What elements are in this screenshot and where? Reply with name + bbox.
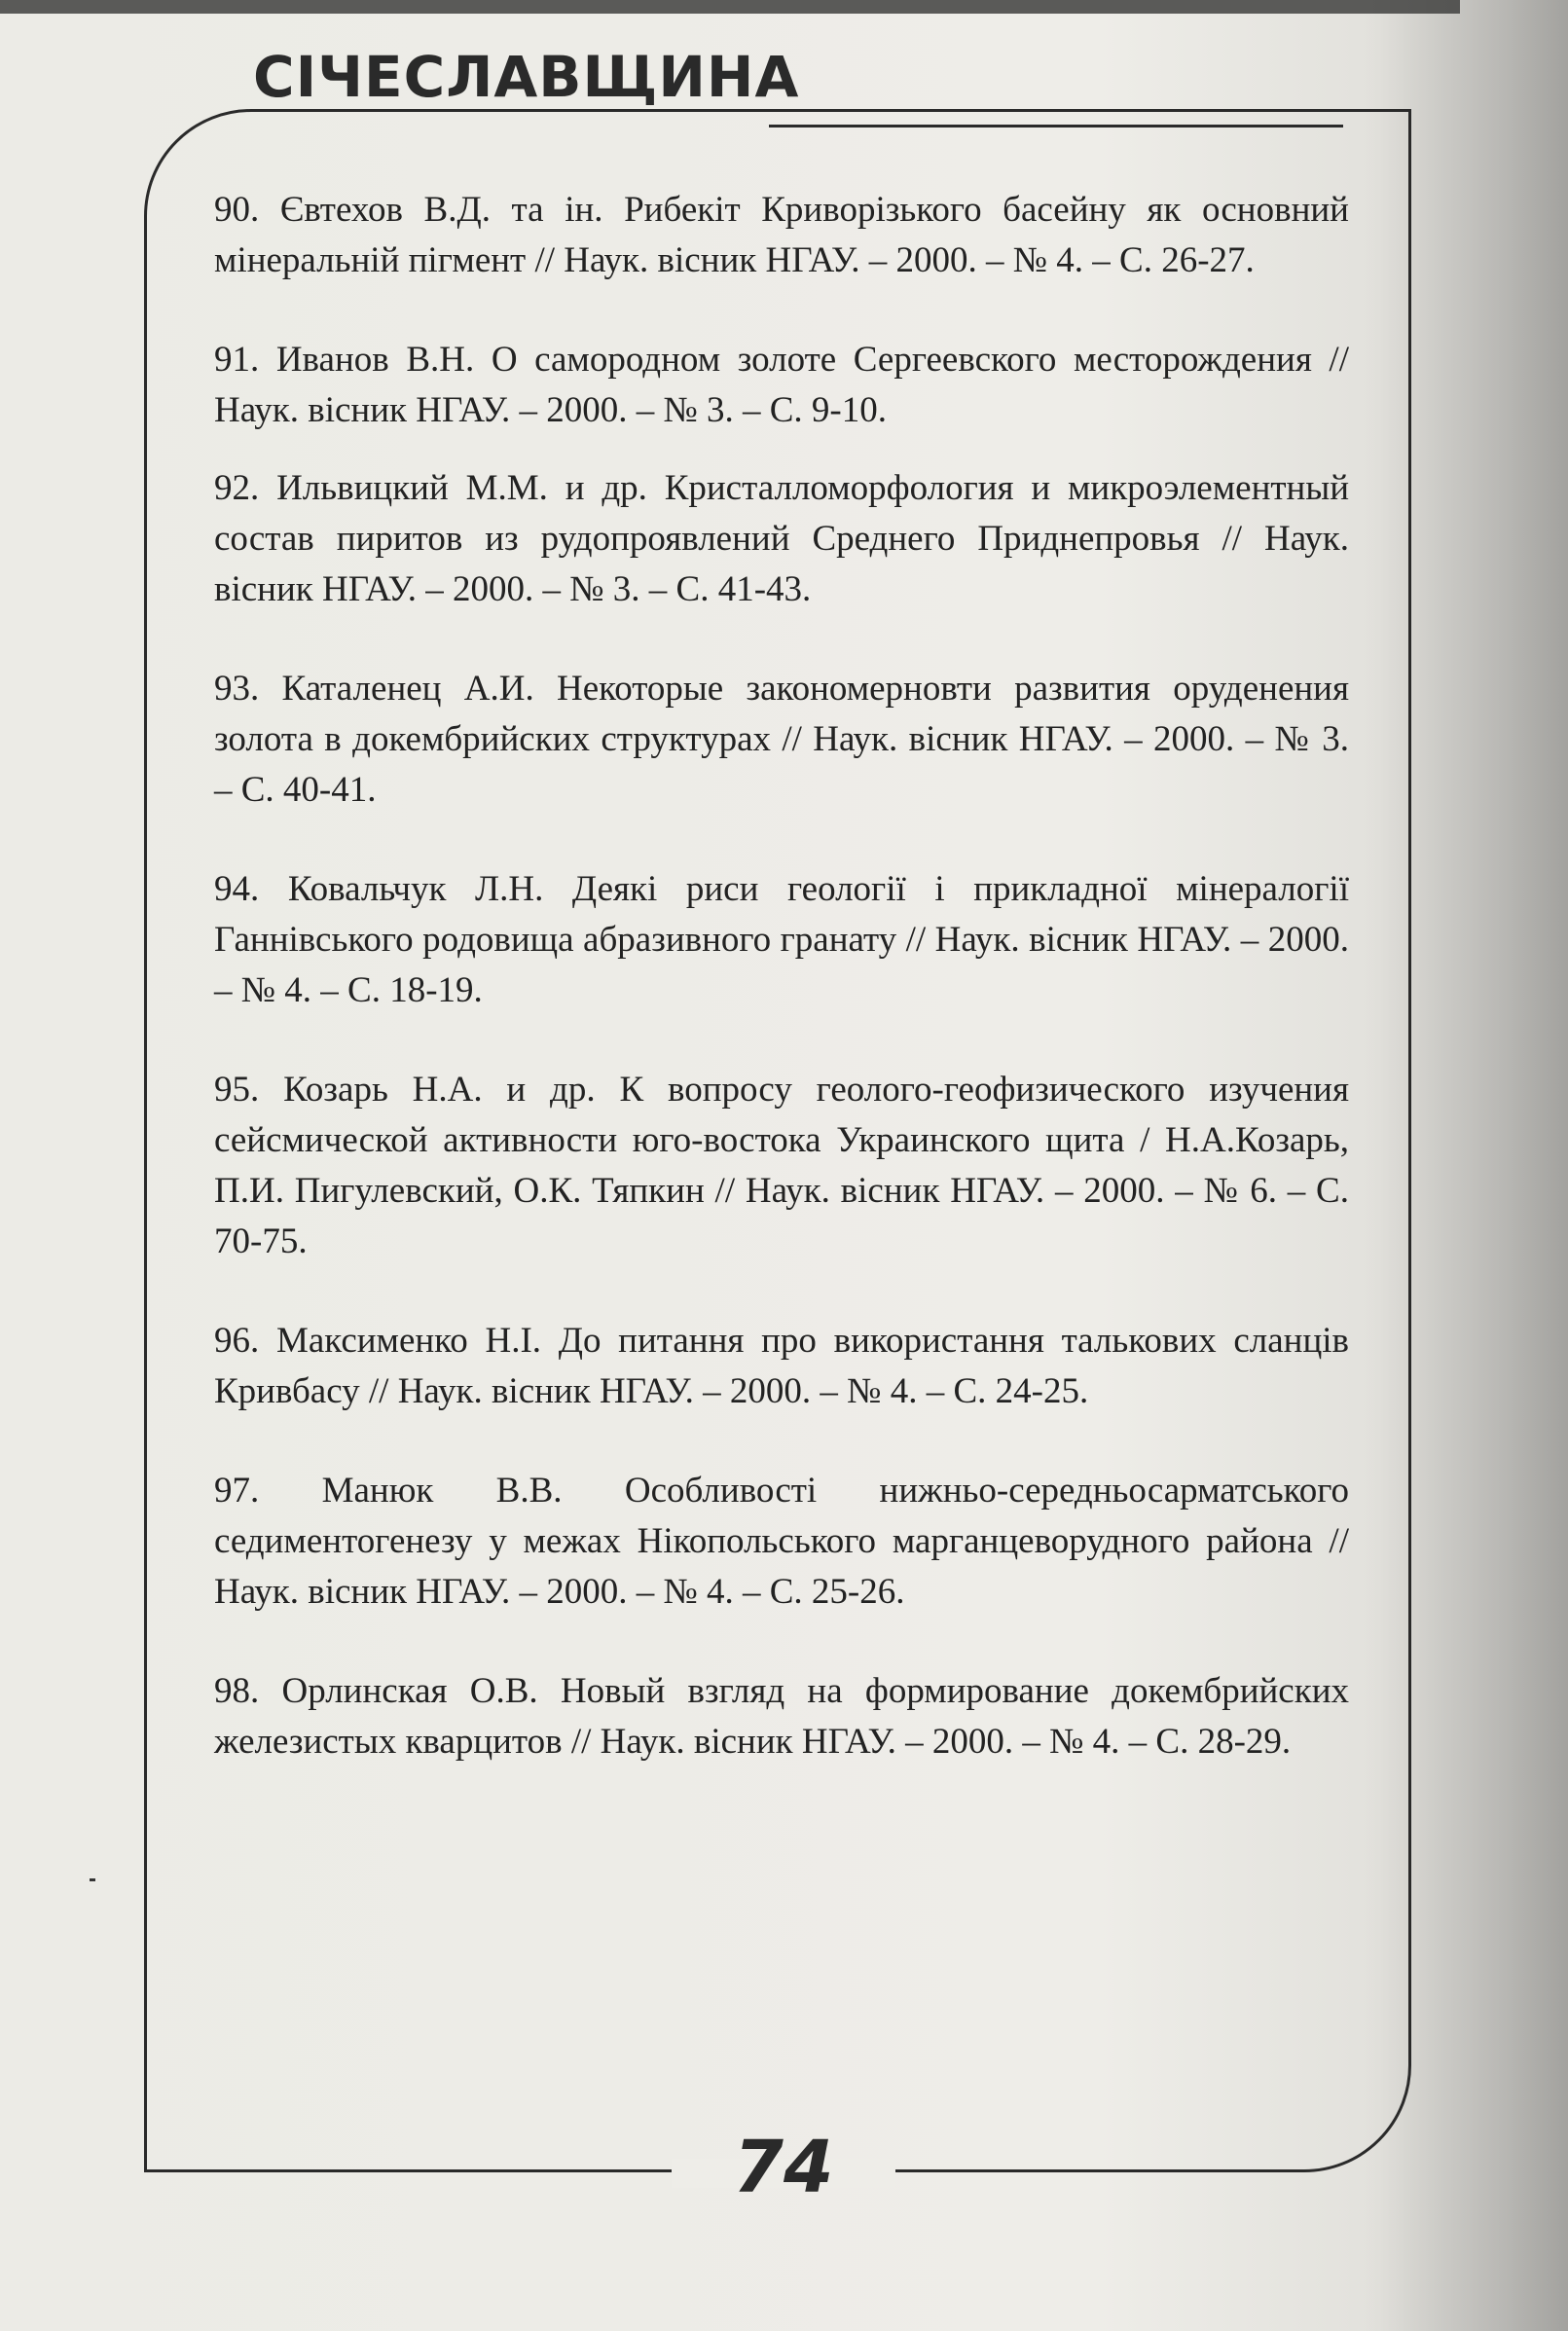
reference-item: 96. Максименко Н.І. До питання про використання талькових сланців Кривбасу // Наук. вісник НГАУ. – 2000. – № 4. – С. 24-25. xyxy=(214,1321,1349,1411)
reference-item: 93. Каталенец А.И. Некоторые закономерновти развития оруденения золота в докембрийских структурах // Наук. вісник НГАУ. – 2000. – № 3. – С. 40-41. xyxy=(214,669,1349,810)
reference-item: 95. Козарь Н.А. и др. К вопросу геолого-геофизического изучения сейсмической активности юго-востока Украинского щита / Н.А.Козарь, П.И. Пигулевский, О.К. Тяпкин // Наук. вісник НГАУ. – 2000. – № 6. – С. 70-75. xyxy=(214,1070,1349,1261)
reference-item: 91. Иванов В.Н. О самородном золоте Сергеевского месторождения // Наук. вісник НГАУ. – 2000. – № 3. – С. 9-10. xyxy=(214,340,1349,430)
page-top-edge xyxy=(0,0,1460,14)
reference-item: 94. Ковальчук Л.Н. Деякі риси геології і прикладної мінералогії Ганнівського родовища абразивного гранату // Наук. вісник НГАУ. – 2000. – № 4. – С. 18-19. xyxy=(214,869,1349,1010)
stray-mark xyxy=(90,1878,95,1881)
reference-list xyxy=(214,185,1349,1816)
reference-item: 98. Орлинская О.В. Новый взгляд на формирование докембрийских железистых кварцитов // Наук. вісник НГАУ. – 2000. – № 4. – С. 28-29. xyxy=(214,1671,1349,1762)
reference-item: 92. Ильвицкий М.М. и др. Кристалломорфология и микроэлементный состав пиритов из рудопроявлений Среднего Приднепровья // Наук. вісник НГАУ. – 2000. – № 3. – С. 41-43. xyxy=(214,468,1349,609)
reference-item: 90. Євтехов В.Д. та ін. Рибекіт Криворізького басейну як основний мінеральній пігмент // Наук. вісник НГАУ. – 2000. – № 4. – С. 26-27. xyxy=(214,190,1349,280)
page-number: 74 xyxy=(733,2126,834,2209)
reference-item: 97. Манюк В.В. Особливості нижньо-середньосарматського седиментогенезу у межах Нікопольського марганцеворудного района // Наук. вісник НГАУ. – 2000. – № 4. – С. 25-26. xyxy=(214,1471,1349,1612)
header-logo: СІЧЕСЛАВЩИНА xyxy=(253,44,800,110)
